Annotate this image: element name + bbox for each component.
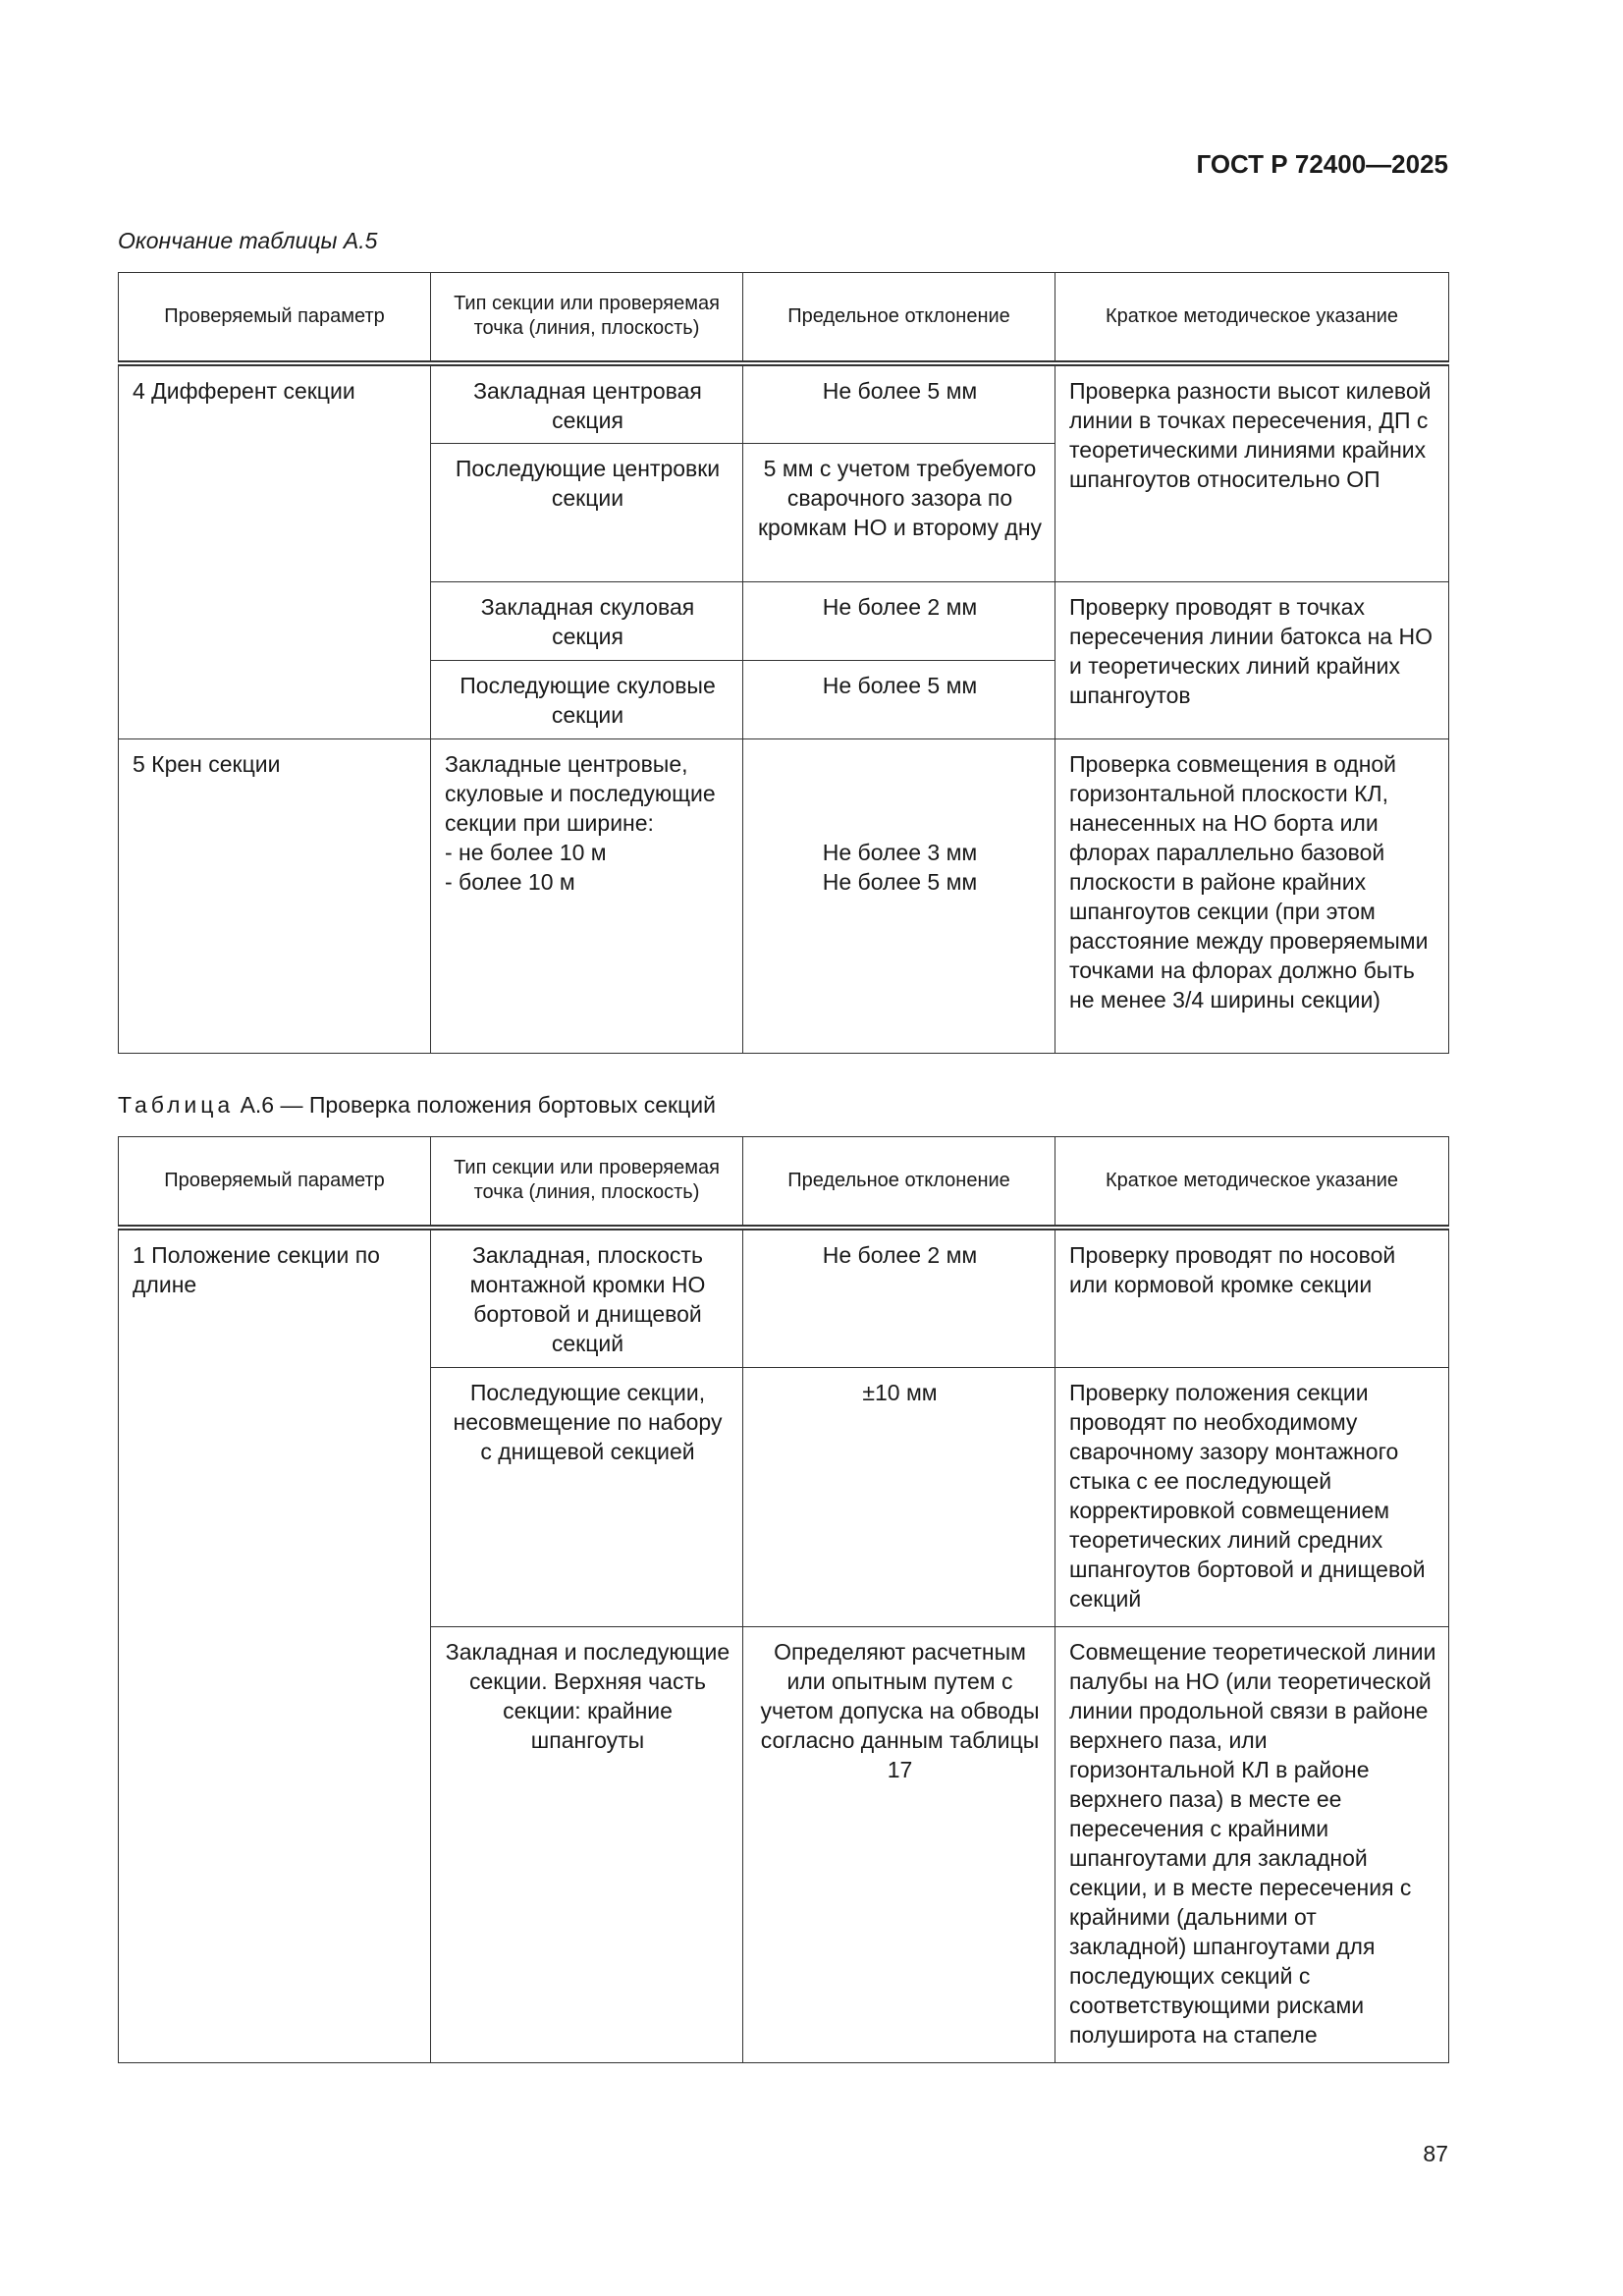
method-cell: Проверка совмещения в одной горизонтальной плоскости КЛ, нанесенных на НО борта или флорах параллельно базовой плоскости в районе крайних шпангоутов секции (при этом расстояние между проверяемыми точками на флорах должно быть не менее 3/4 ширины секции): [1055, 738, 1449, 1053]
section-type-cell: Закладная скуловая секция: [431, 581, 743, 660]
column-header: Краткое методическое указание: [1055, 273, 1449, 363]
deviation-value: Не более 3 мм: [822, 839, 978, 865]
table-row: [119, 738, 1449, 1053]
caption-text: А.6 — Проверка положения бортовых секций: [234, 1092, 716, 1118]
param-cell: 4 Дифферент секции: [119, 363, 431, 739]
column-header: Предельное отклонение: [743, 273, 1055, 363]
table-a5-caption: Окончание таблицы А.5: [118, 228, 378, 253]
table-row: [119, 363, 1449, 444]
deviation-cell: Не более 2 мм: [743, 1228, 1055, 1368]
column-header: Тип секции или проверяемая точка (линия, плоскость): [431, 1137, 743, 1228]
section-type-cell: [431, 738, 743, 1053]
method-cell: Проверку положения секции проводят по необходимому сварочному зазору монтажного стыка с ее последующей корректировкой совмещением теоретических линий средних шпангоутов бортовой и днищевой секций: [1055, 1368, 1449, 1627]
type-option: - более 10 м: [445, 868, 575, 895]
method-cell: Проверку проводят по носовой или кормовой кромке секции: [1055, 1228, 1449, 1368]
deviation-cell: [743, 738, 1055, 1053]
section-type-cell: Последующие скуловые секции: [431, 660, 743, 738]
method-cell: Проверку проводят в точках пересечения линии батокса на НО и теоретических линий крайних шпангоутов: [1055, 581, 1449, 738]
column-header: Краткое методическое указание: [1055, 1137, 1449, 1228]
param-cell: 5 Крен секции: [119, 738, 431, 1053]
page-number: 87: [1423, 2141, 1448, 2166]
document-code: ГОСТ Р 72400—2025: [1196, 149, 1448, 179]
column-header: Проверяемый параметр: [119, 1137, 431, 1228]
column-header: Проверяемый параметр: [119, 273, 431, 363]
table-a6: [118, 1136, 1449, 2063]
section-type-cell: Последующие секции, несовмещение по набору с днищевой секцией: [431, 1368, 743, 1627]
deviation-cell: Не более 2 мм: [743, 581, 1055, 660]
table-a6-caption: [118, 1092, 716, 1119]
table-header-row: [119, 1137, 1449, 1228]
column-header: Тип секции или проверяемая точка (линия, плоскость): [431, 273, 743, 363]
deviation-cell: 5 мм с учетом требуемого сварочного зазора по кромкам НО и второму дну: [743, 443, 1055, 581]
param-cell: 1 Положение секции по длине: [119, 1228, 431, 2063]
section-type-cell: Последующие центровки секции: [431, 443, 743, 581]
deviation-cell: ±10 мм: [743, 1368, 1055, 1627]
section-type-cell: Закладная центровая секция: [431, 363, 743, 444]
deviation-cell: Не более 5 мм: [743, 363, 1055, 444]
table-header-row: [119, 273, 1449, 363]
deviation-cell: Определяют расчетным или опытным путем с учетом допуска на обводы согласно данным таблицы 17: [743, 1627, 1055, 2063]
type-intro: Закладные центровые, скуловые и последующие секции при ширине:: [445, 750, 716, 836]
method-cell: Совмещение теоретической линии палубы на НО (или теоретической линии продольной связи в районе верхнего паза, или горизонтальной КЛ в районе верхнего паза) в месте ее пересечения с крайними шпангоутами для закладной секции, и в месте пересечения с крайними (дальними от закладной) шпангоутами для последующих секций с соответствующими рисками полуширота на стапеле: [1055, 1627, 1449, 2063]
deviation-cell: Не более 5 мм: [743, 660, 1055, 738]
table-a5: [118, 272, 1449, 1054]
type-option: - не более 10 м: [445, 839, 607, 865]
caption-prefix: Таблица: [118, 1092, 235, 1118]
deviation-value: Не более 5 мм: [822, 868, 978, 895]
table-row: [119, 1228, 1449, 1368]
column-header: Предельное отклонение: [743, 1137, 1055, 1228]
method-cell: Проверка разности высот килевой линии в точках пересечения, ДП с теоретическими линиями крайних шпангоутов относительно ОП: [1055, 363, 1449, 582]
section-type-cell: Закладная и последующие секции. Верхняя часть секции: крайние шпангоуты: [431, 1627, 743, 2063]
section-type-cell: Закладная, плоскость монтажной кромки НО бортовой и днищевой секций: [431, 1228, 743, 1368]
